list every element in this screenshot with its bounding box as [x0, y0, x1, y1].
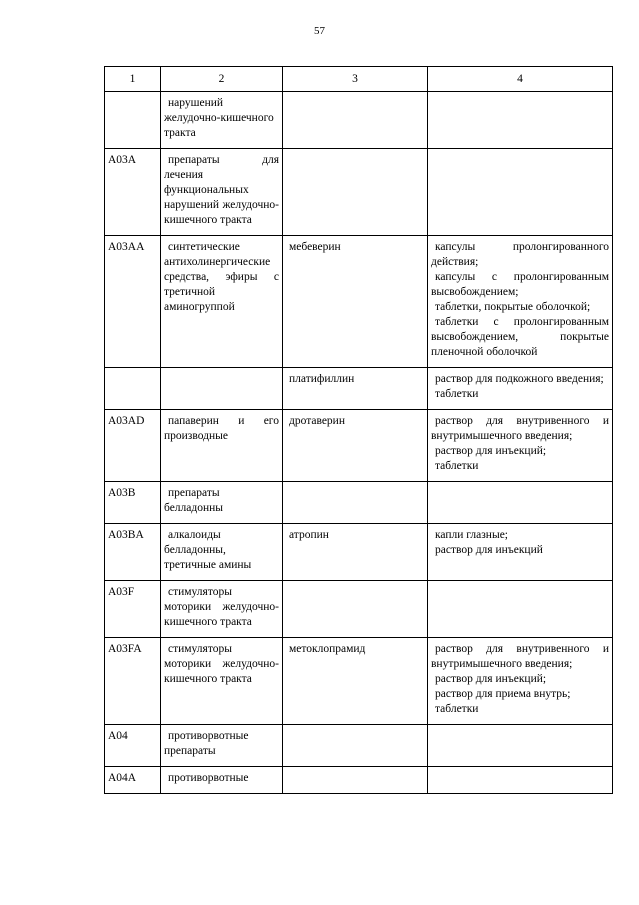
atc-code-cell: A04A [105, 767, 161, 794]
drug-name-cell: дротаверин [283, 410, 428, 482]
atc-code-cell: A03A [105, 149, 161, 236]
dosage-form: капсулы с пролонгированным высвобождением; [431, 271, 609, 298]
atc-code-cell: A03AD [105, 410, 161, 482]
atc-code-cell: A03F [105, 581, 161, 638]
table-header-row [105, 67, 613, 92]
drug-name-cell [283, 482, 428, 524]
anatomical-group-cell: папаверин и его производные [161, 410, 283, 482]
table-row [105, 410, 613, 482]
table-row [105, 524, 613, 581]
drug-name-cell [283, 725, 428, 767]
dosage-forms-cell [428, 236, 613, 368]
dosage-form: таблетки [435, 388, 479, 400]
dosage-forms-cell [428, 368, 613, 410]
dosage-form: таблетки с пролонгированным высвобождением, покрытые пленочной оболочкой [431, 316, 609, 358]
column-header: 2 [161, 67, 283, 92]
table-row [105, 767, 613, 794]
dosage-form: раствор для инъекций; [435, 673, 547, 685]
table-row [105, 638, 613, 725]
dosage-form: раствор для внутривенного и внутримышечного введения; [431, 415, 609, 442]
page-number: 57 [314, 25, 325, 37]
atc-code-cell [105, 368, 161, 410]
anatomical-group-cell: противорвотные [161, 767, 283, 794]
drug-name-cell: метоклопрамид [283, 638, 428, 725]
drug-table [104, 66, 613, 794]
anatomical-group-cell [161, 368, 283, 410]
dosage-forms-cell [428, 638, 613, 725]
table-row [105, 725, 613, 767]
dosage-forms-cell [428, 767, 613, 794]
column-header: 3 [283, 67, 428, 92]
dosage-form: таблетки [435, 460, 479, 472]
dosage-forms-cell [428, 482, 613, 524]
column-header: 4 [428, 67, 613, 92]
table-row [105, 92, 613, 149]
anatomical-group-cell: препараты для лечения функциональных нарушений желудочно-кишечного тракта [161, 149, 283, 236]
dosage-form: раствор для подкожного введения; [435, 373, 604, 385]
dosage-form: раствор для приема внутрь; [435, 688, 571, 700]
anatomical-group-cell: стимуляторы моторики желудочно-кишечного тракта [161, 581, 283, 638]
table-row [105, 482, 613, 524]
drug-name-cell [283, 149, 428, 236]
anatomical-group-cell: нарушений желудочно-кишечного тракта [161, 92, 283, 149]
column-header: 1 [105, 67, 161, 92]
dosage-form: таблетки [435, 703, 479, 715]
table-row [105, 149, 613, 236]
anatomical-group-cell: противорвотные препараты [161, 725, 283, 767]
drug-name-cell [283, 92, 428, 149]
anatomical-group-cell: препараты белладонны [161, 482, 283, 524]
dosage-forms-cell [428, 581, 613, 638]
table-row [105, 236, 613, 368]
atc-code-cell [105, 92, 161, 149]
anatomical-group-cell: алкалоиды белладонны, третичные амины [161, 524, 283, 581]
table-row [105, 581, 613, 638]
dosage-form: раствор для внутривенного и внутримышечного введения; [431, 643, 609, 670]
drug-name-cell [283, 581, 428, 638]
dosage-form: таблетки, покрытые оболочкой; [435, 301, 591, 313]
dosage-forms-cell [428, 410, 613, 482]
dosage-forms-cell [428, 149, 613, 236]
dosage-forms-cell [428, 725, 613, 767]
drug-name-cell: платифиллин [283, 368, 428, 410]
drug-name-cell [283, 767, 428, 794]
drug-name-cell: мебеверин [283, 236, 428, 368]
dosage-form: капли глазные; [435, 529, 508, 541]
atc-code-cell: A03FA [105, 638, 161, 725]
drug-name-cell: атропин [283, 524, 428, 581]
dosage-forms-cell [428, 92, 613, 149]
dosage-forms-cell [428, 524, 613, 581]
dosage-form: капсулы пролонгированного действия; [431, 241, 609, 268]
anatomical-group-cell: стимуляторы моторики желудочно-кишечного тракта [161, 638, 283, 725]
dosage-form: раствор для инъекций [435, 544, 543, 556]
anatomical-group-cell: синтетические антихолинергические средства, эфиры с третичной аминогруппой [161, 236, 283, 368]
dosage-form: раствор для инъекций; [435, 445, 547, 457]
table-row [105, 368, 613, 410]
atc-code-cell: A04 [105, 725, 161, 767]
atc-code-cell: A03AA [105, 236, 161, 368]
atc-code-cell: A03BA [105, 524, 161, 581]
atc-code-cell: A03B [105, 482, 161, 524]
table-body [105, 92, 613, 794]
